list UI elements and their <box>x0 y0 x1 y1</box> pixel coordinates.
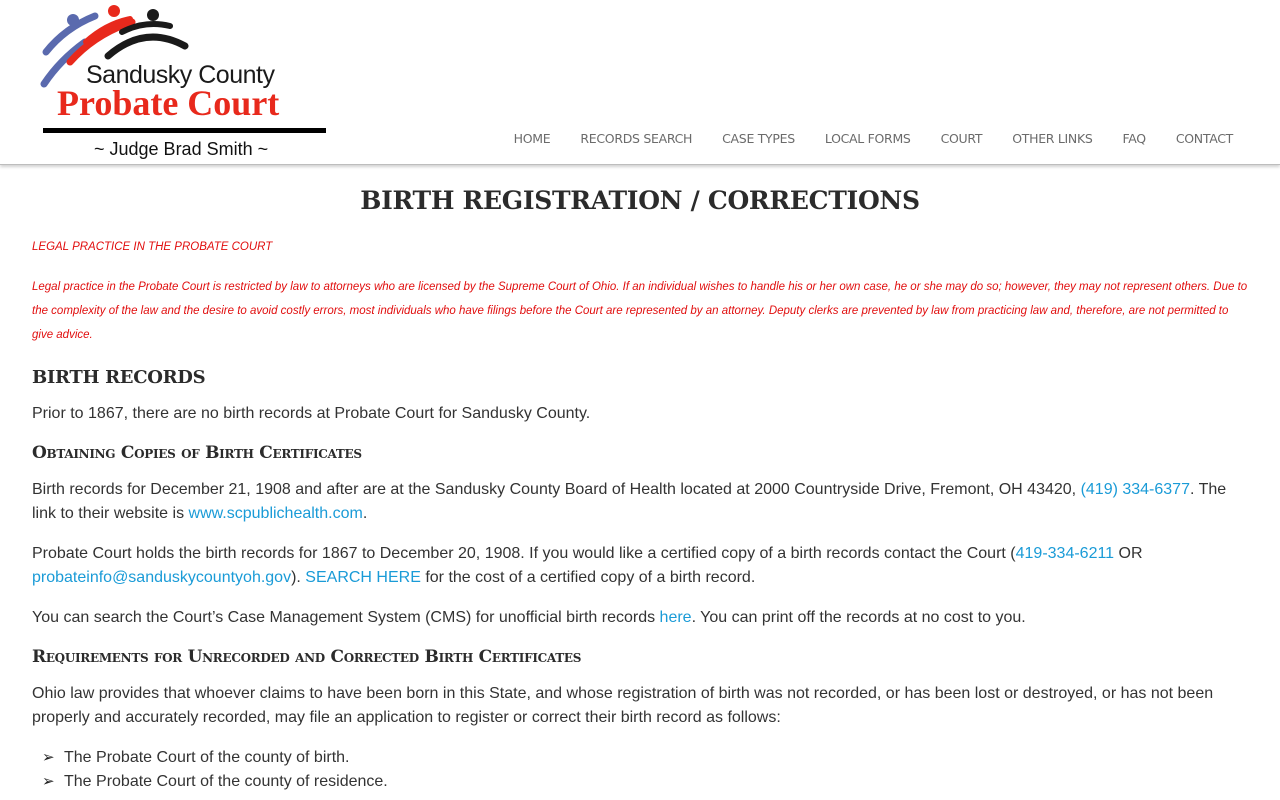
nav-court[interactable]: COURT <box>940 131 983 146</box>
p3-text-b: . You can print off the records at no cost to you. <box>691 609 1026 626</box>
site-header <box>0 0 1280 165</box>
search-here-link[interactable]: SEARCH HERE <box>305 569 421 586</box>
obtaining-paragraph-2 <box>32 542 1248 590</box>
p2-text-a: Probate Court holds the birth records for 1867 to December 20, 1908. If you would like a certified copy of a birth records contact the Court ( <box>32 545 1016 562</box>
logo-judge-text: ~ Judge Brad Smith ~ <box>94 139 269 159</box>
p2-text-c: ). <box>291 569 306 586</box>
list-item <box>32 746 1248 770</box>
logo-court-text: Probate Court <box>57 83 280 123</box>
logo-divider <box>43 128 326 133</box>
nav-case-types[interactable]: CASE TYPES <box>722 131 795 146</box>
nav-other-links[interactable]: OTHER LINKS <box>1012 131 1093 146</box>
requirements-heading: Requirements for Unrecorded and Corrected Birth Certificates <box>32 647 582 667</box>
page-title: BIRTH REGISTRATION / CORRECTIONS <box>360 186 920 215</box>
requirements-text: Ohio law provides that whoever claims to have been born in this State, and whose registration of birth was not recorded, or has been lost or destroyed, or has not been properly and accurately recorded, may file an application to register or correct their birth record as follows: <box>32 685 1214 726</box>
arrow-bullet-icon: ➢ <box>42 749 55 766</box>
requirements-list <box>32 746 1248 794</box>
obtaining-paragraph-3 <box>32 606 1248 630</box>
p2-text-b: OR <box>1114 545 1143 562</box>
arrow-bullet-icon: ➢ <box>42 773 55 790</box>
logo-county-text: Sandusky County <box>86 61 275 89</box>
birth-records-text: Prior to 1867, there are no birth records at Probate Court for Sandusky County. <box>32 405 591 422</box>
nav-faq[interactable]: FAQ <box>1122 131 1146 146</box>
cms-here-link[interactable]: here <box>659 609 692 626</box>
health-website-link[interactable]: www.scpublichealth.com <box>188 505 363 522</box>
nav-contact[interactable]: CONTACT <box>1175 131 1233 146</box>
nav-local-forms[interactable]: LOCAL FORMS <box>824 131 911 146</box>
list-item <box>32 770 1248 794</box>
site-logo[interactable] <box>40 2 332 162</box>
notice-label: LEGAL PRACTICE IN THE PROBATE COURT <box>32 241 273 253</box>
list-item-text: The Probate Court of the county of residence. <box>64 773 388 790</box>
p3-text-a: You can search the Court’s Case Management System (CMS) for unofficial birth records <box>32 609 660 626</box>
main-content <box>0 166 1280 794</box>
court-phone-link[interactable]: 419-334-6211 <box>1015 545 1115 562</box>
obtaining-heading: Obtaining Copies of Birth Certificates <box>32 443 362 463</box>
obtaining-paragraph-1 <box>32 478 1248 526</box>
nav-records-search[interactable]: RECORDS SEARCH <box>580 131 693 146</box>
p2-text-d: for the cost of a certified copy of a birth record. <box>420 569 756 586</box>
notice-text: Legal practice in the Probate Court is restricted by law to attorneys who are licensed by the Supreme Court of Ohio. If an individual wishes to handle his or her own case, he or she may do so; however, they may not represent others. Due to the complexity of the law and the desire to avoid costly errors, most individuals who have filings before the Court are represented by an attorney. Deputy clerks are prevented by law from practicing law and, therefore, are not permitted to give advice. <box>32 281 1248 341</box>
p1-text-c: . <box>362 505 368 522</box>
main-nav <box>484 131 1233 146</box>
p1-text-a: Birth records for December 21, 1908 and after are at the Sandusky County Board of Health located at 2000 Countryside Drive, Fremont, OH 43420, <box>32 481 1081 498</box>
p1-text-b: . The link to their website is <box>32 481 1227 522</box>
nav-home[interactable]: HOME <box>513 131 551 146</box>
list-item-text: The Probate Court of the county of birth. <box>64 749 350 766</box>
health-phone-link[interactable]: (419) 334-6377 <box>1080 481 1190 498</box>
court-email-link[interactable]: probateinfo@sanduskycountyoh.gov <box>32 569 292 586</box>
birth-records-heading: BIRTH RECORDS <box>32 367 206 388</box>
